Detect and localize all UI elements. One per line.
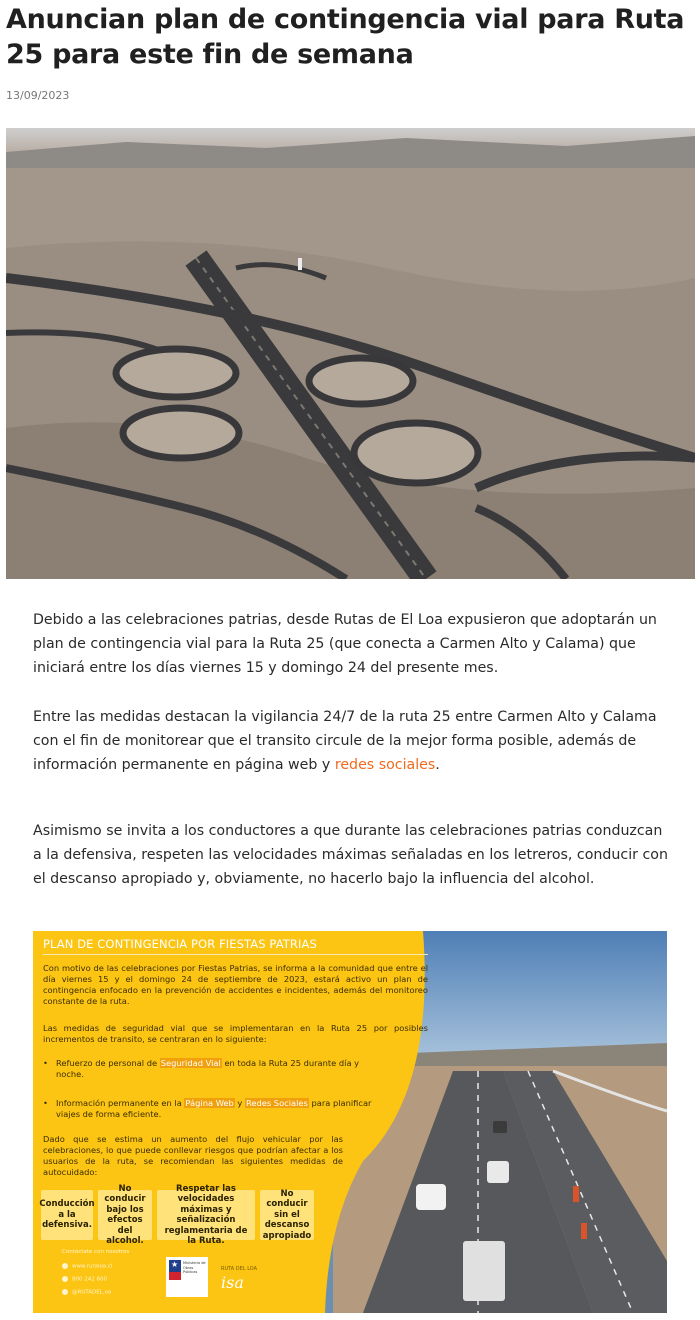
government-logo-text: Ministerio de Obras Públicas xyxy=(183,1261,206,1274)
highlight-text: Redes Sociales xyxy=(245,1098,308,1108)
globe-icon xyxy=(62,1263,68,1269)
star-icon: ★ xyxy=(171,1260,179,1269)
phone-icon xyxy=(62,1276,68,1282)
paragraph-2-end: . xyxy=(435,757,440,773)
government-logo xyxy=(166,1257,208,1297)
measure-text: y xyxy=(234,1098,245,1108)
highlight-text: Página Web xyxy=(185,1098,234,1108)
paragraph-2-text: Entre las medidas destacan la vigilancia 24/7 de la ruta 25 entre Carmen Alto y Calama con el fin de monitorear que el transito circule de la mejor forma posible, además de información permanente en página web y xyxy=(33,709,657,773)
bullet-icon: • xyxy=(43,1098,48,1108)
contact-social xyxy=(62,1289,111,1296)
bullet-icon: • xyxy=(43,1058,48,1068)
measure-text: Refuerzo de personal de xyxy=(56,1058,160,1068)
social-media-link[interactable]: redes sociales xyxy=(334,757,436,773)
isa-logo: isa xyxy=(221,1273,244,1292)
contact-phone xyxy=(62,1276,107,1283)
infographic-measures-intro: Las medidas de seguridad vial que se implementaran en la Ruta 25 por posibles incrementos de transito, se centraran en lo siguiente: xyxy=(43,1023,428,1044)
contingency-plan-infographic xyxy=(33,931,667,1313)
contact-title: Contáctate con nosotros xyxy=(62,1249,130,1255)
twitter-icon xyxy=(62,1289,68,1295)
recommendation-box: No conducir bajo los efectos del alcohol. xyxy=(98,1190,152,1240)
contact-phone-text: 800 242 600 xyxy=(72,1276,107,1283)
measure-text: en toda la Ruta 25 durante día y noche. xyxy=(56,1058,360,1079)
title-divider xyxy=(43,954,428,955)
infographic-recommendations-intro: Dado que se estima un aumento del flujo vehicular por las celebraciones, lo que puede conllevar riesgos que podrían afectar a los usuarios de la ruta, se recomiendan las siguientes medidas de autocuidado: xyxy=(43,1134,343,1177)
infographic-title: PLAN DE CONTINGENCIA POR FIESTAS PATRIAS xyxy=(43,937,317,951)
contact-website xyxy=(62,1263,113,1270)
ruta-del-loa-label: RUTA DEL LOA xyxy=(221,1266,258,1272)
paragraph-2 xyxy=(33,705,673,777)
publish-date: 13/09/2023 xyxy=(6,89,70,102)
measure-text: para planificar viajes de forma eficiente. xyxy=(56,1098,372,1119)
infographic-intro: Con motivo de las celebraciones por Fiestas Patrias, se informa a la comunidad que entre el día viernes 15 y el domingo 24 de septiembre de 2023, estará activo un plan de contingencia enfocado en la prevención de accidentes e incidentes, además del monitoreo constante de la ruta. xyxy=(43,963,428,1006)
article-title: Anuncian plan de contingencia vial para Ruta 25 para este fin de semana xyxy=(6,4,685,70)
measure-text: Información permanente en la xyxy=(56,1098,185,1108)
recommendation-box: No conducir sin el descanso apropiado xyxy=(260,1190,314,1240)
paragraph-1: Debido a las celebraciones patrias, desde Rutas de El Loa expusieron que adoptarán un plan de contingencia vial para la Ruta 25 (que conecta a Carmen Alto y Calama) que iniciará entre los días viernes 15 y domingo 24 del presente mes. xyxy=(33,612,657,676)
paragraph-3: Asimismo se invita a los conductores a que durante las celebraciones patrias conduzcan a la defensiva, respeten las velocidades máximas señaladas en los letreros, conducir con el descanso apropiado y, obviamente, no hacerlo bajo la influencia del alcohol. xyxy=(33,823,668,887)
aerial-highway-photo xyxy=(6,128,695,579)
contact-social-text: @RUTADEL.oa xyxy=(72,1289,112,1296)
highlight-text: Seguridad Vial xyxy=(160,1058,221,1068)
contact-website-text: www.rutaloa.cl xyxy=(72,1263,113,1270)
recommendation-box: Conducción a la defensiva. xyxy=(41,1190,93,1240)
recommendation-box: Respetar las velocidades máximas y señalización reglamentaria de la Ruta. xyxy=(157,1190,255,1240)
